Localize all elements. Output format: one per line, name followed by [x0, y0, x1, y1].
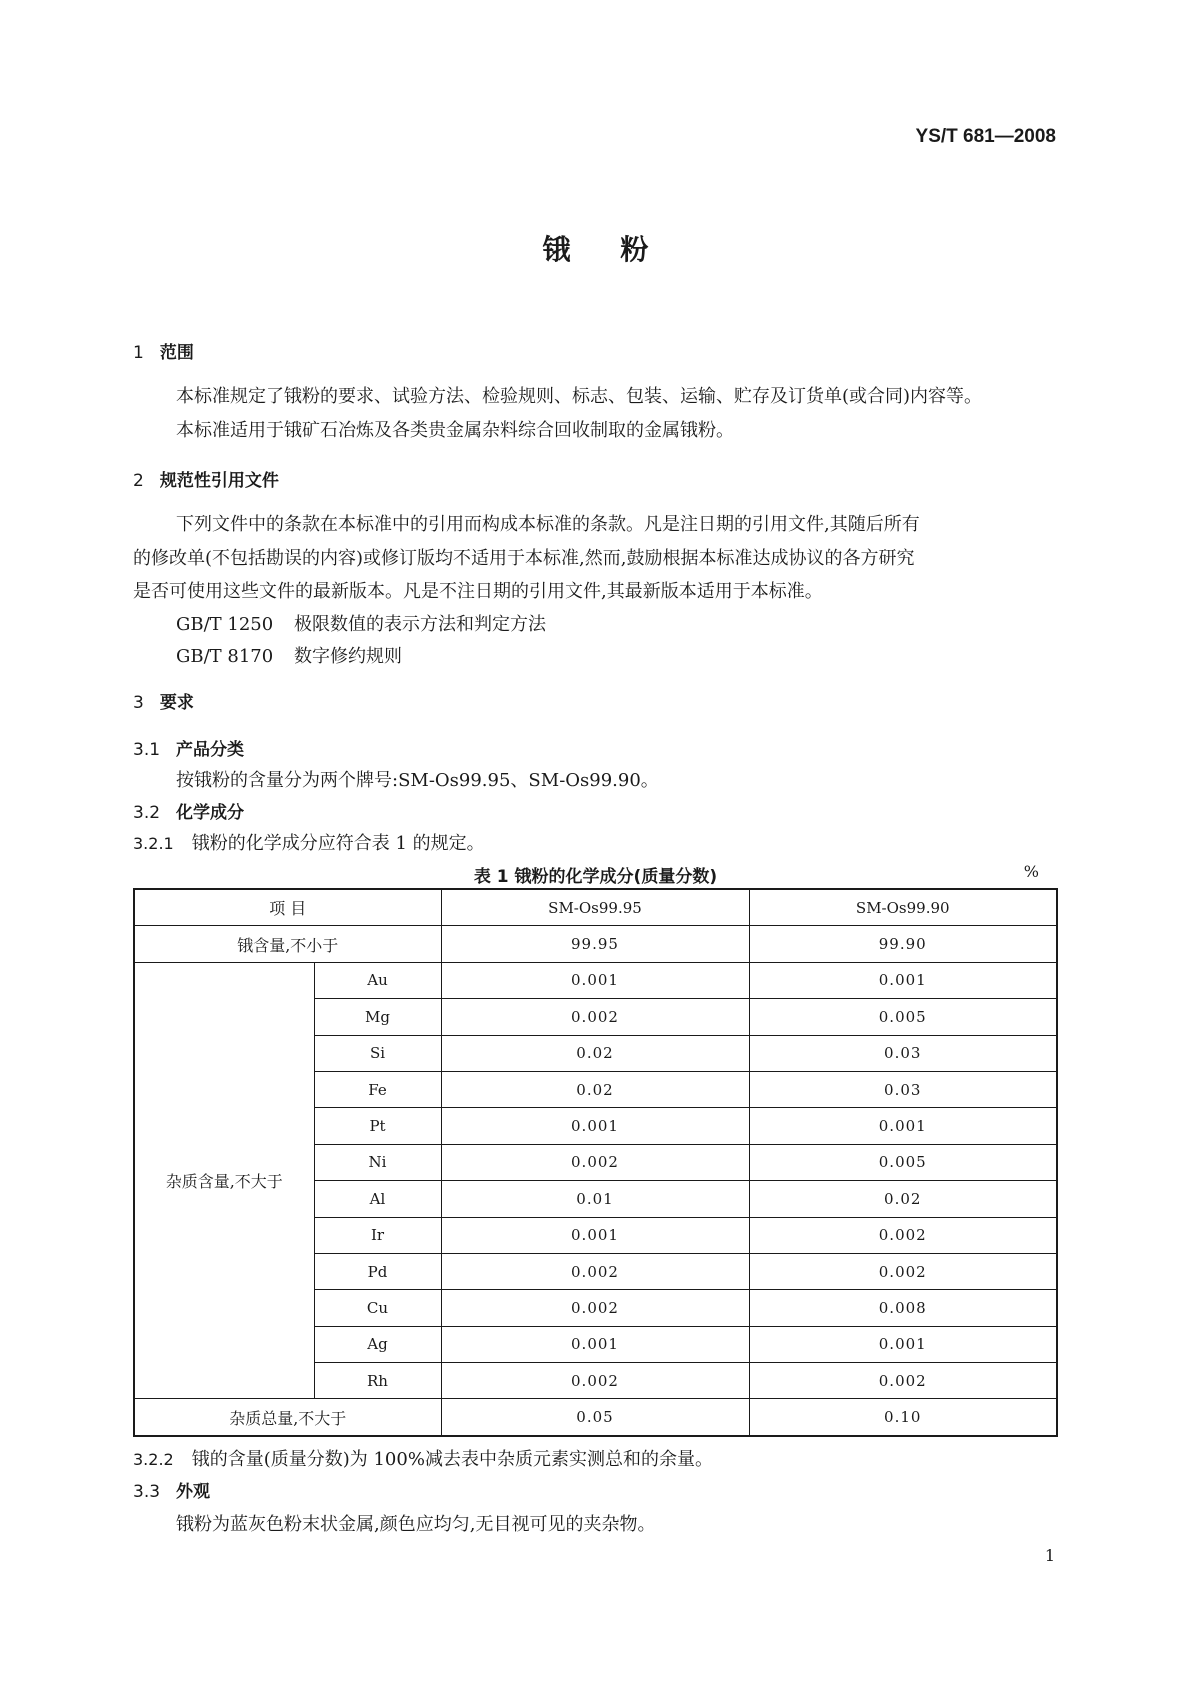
element-cell: Ir	[314, 1217, 441, 1253]
value-cell: 0.02	[441, 1035, 749, 1071]
section-title: 化学成分	[176, 803, 245, 823]
section-number: 1	[133, 343, 144, 363]
value-cell: 0.005	[749, 1144, 1057, 1180]
section-2-paragraph-line-3: 是否可使用这些文件的最新版本。凡是不注日期的引用文件,其最新版本适用于本标准。	[133, 581, 823, 602]
section-3-heading	[133, 688, 194, 713]
header-grade-cell: SM-Os99.90	[749, 889, 1057, 926]
section-2-paragraph-line-1: 下列文件中的条款在本标准中的引用而构成本标准的条款。凡是注日期的引用文件,其随后所有	[176, 514, 920, 535]
value-cell: 0.008	[749, 1290, 1057, 1326]
section-2-heading	[133, 466, 279, 491]
element-cell: Pt	[314, 1108, 441, 1144]
section-title: 范围	[159, 343, 194, 363]
value-cell: 0.002	[441, 1253, 749, 1289]
impurity-group-label: 杂质含量,不大于	[134, 962, 314, 1399]
section-number: 3.2.2	[133, 1450, 174, 1469]
value-cell: 0.10	[749, 1399, 1057, 1436]
clause-text: 锇的含量(质量分数)为 100%减去表中杂质元素实测总和的余量。	[191, 1449, 713, 1470]
element-cell: Ni	[314, 1144, 441, 1180]
value-cell: 0.001	[441, 1326, 749, 1362]
section-3-3-heading	[133, 1477, 210, 1502]
document-title: 锇 粉	[542, 233, 649, 266]
section-number: 3.1	[133, 740, 161, 760]
element-cell: Cu	[314, 1290, 441, 1326]
reference-item	[176, 610, 546, 636]
table-row	[134, 926, 1057, 962]
value-cell: 99.90	[749, 926, 1057, 962]
value-cell: 0.002	[441, 1144, 749, 1180]
section-3-1-text: 按锇粉的含量分为两个牌号:SM-Os99.95、SM-Os99.90。	[176, 770, 659, 791]
reference-code: GB/T 8170	[176, 646, 274, 667]
value-cell: 0.001	[441, 1108, 749, 1144]
section-1-paragraph-1: 本标准规定了锇粉的要求、试验方法、检验规则、标志、包装、运输、贮存及订货单(或合同)内容等。	[176, 386, 983, 407]
value-cell: 0.002	[441, 999, 749, 1035]
value-cell: 0.001	[749, 1326, 1057, 1362]
section-3-2-1-text	[133, 829, 485, 855]
element-cell: Rh	[314, 1363, 441, 1399]
table-row	[134, 962, 1057, 998]
header-item-cell: 项 目	[134, 889, 441, 926]
section-number: 3.3	[133, 1482, 161, 1502]
value-cell: 0.002	[749, 1363, 1057, 1399]
section-3-2-2-text	[133, 1445, 713, 1471]
section-title: 外观	[176, 1482, 211, 1502]
reference-title: 数字修约规则	[294, 646, 402, 667]
table-row	[134, 1399, 1057, 1436]
section-3-3-text: 锇粉为蓝灰色粉末状金属,颜色应均匀,无目视可见的夹杂物。	[176, 1514, 656, 1535]
section-title: 规范性引用文件	[159, 471, 279, 491]
section-number: 3.2.1	[133, 834, 174, 853]
impurity-total-label: 杂质总量,不大于	[134, 1399, 441, 1436]
reference-code: GB/T 1250	[176, 614, 274, 635]
value-cell: 0.05	[441, 1399, 749, 1436]
section-title: 产品分类	[176, 740, 245, 760]
value-cell: 0.02	[749, 1181, 1057, 1217]
os-content-label: 锇含量,不小于	[134, 926, 441, 962]
value-cell: 0.002	[441, 1363, 749, 1399]
value-cell: 0.002	[441, 1290, 749, 1326]
standard-number: YS/T 681—2008	[915, 126, 1056, 147]
section-number: 3.2	[133, 803, 161, 823]
value-cell: 0.001	[749, 1108, 1057, 1144]
value-cell: 0.002	[749, 1253, 1057, 1289]
section-1-paragraph-2: 本标准适用于锇矿石冶炼及各类贵金属杂料综合回收制取的金属锇粉。	[176, 420, 734, 441]
table-unit: %	[1023, 862, 1039, 881]
value-cell: 0.001	[441, 1217, 749, 1253]
element-cell: Fe	[314, 1071, 441, 1107]
value-cell: 0.03	[749, 1035, 1057, 1071]
element-cell: Mg	[314, 999, 441, 1035]
reference-title: 极限数值的表示方法和判定方法	[294, 614, 546, 635]
section-3-1-heading	[133, 735, 244, 760]
page-number: 1	[1044, 1546, 1055, 1565]
section-number: 3	[133, 693, 144, 713]
section-title: 要求	[159, 693, 194, 713]
section-1-heading	[133, 338, 194, 363]
element-cell: Pd	[314, 1253, 441, 1289]
element-cell: Al	[314, 1181, 441, 1217]
value-cell: 0.005	[749, 999, 1057, 1035]
header-grade-cell: SM-Os99.95	[441, 889, 749, 926]
chemical-composition-table	[133, 888, 1056, 1437]
section-number: 2	[133, 471, 144, 491]
value-cell: 0.03	[749, 1071, 1057, 1107]
value-cell: 0.02	[441, 1071, 749, 1107]
value-cell: 0.001	[749, 962, 1057, 998]
value-cell: 0.001	[441, 962, 749, 998]
section-2-paragraph-line-2: 的修改单(不包括勘误的内容)或修订版均不适用于本标准,然而,鼓励根据本标准达成协议的各方研究	[133, 548, 915, 569]
value-cell: 0.01	[441, 1181, 749, 1217]
value-cell: 99.95	[441, 926, 749, 962]
value-cell: 0.002	[749, 1217, 1057, 1253]
section-3-2-heading	[133, 798, 244, 823]
table-caption: 表 1 锇粉的化学成分(质量分数)	[473, 867, 718, 887]
table-header-row	[134, 889, 1057, 926]
element-cell: Si	[314, 1035, 441, 1071]
element-cell: Ag	[314, 1326, 441, 1362]
reference-item	[176, 642, 402, 668]
clause-text: 锇粉的化学成分应符合表 1 的规定。	[191, 833, 485, 854]
element-cell: Au	[314, 962, 441, 998]
